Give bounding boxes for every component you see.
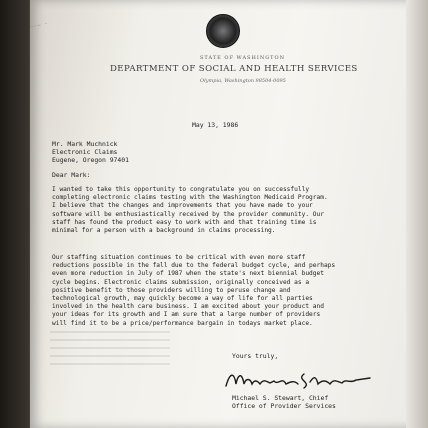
faded-text-background — [50, 325, 170, 365]
signer-title: Office of Provider Services — [232, 402, 336, 411]
body-paragraph-1: I wanted to take this opportunity to congratulate you on successfully completing electronic claims testing with the Washington Medicaid Program. I believe that the changes and improvements that you have made to your software will be enthusiastically received by the provider community. Our staff has found the product easy to work with and that training time is minimal for a person with a background in claims processing. — [52, 186, 328, 235]
salutation: Dear Mark: — [52, 171, 91, 179]
recipient-city: Eugene, Oregon 97401 — [52, 156, 129, 165]
letterhead-address: Olympia, Washington 98504-0095 — [200, 78, 286, 84]
recipient-company: Electronic Claims — [52, 148, 118, 157]
background-right — [406, 0, 428, 428]
letter-date: May 13, 1986 — [192, 121, 239, 129]
letterhead-department: DEPARTMENT OF SOCIAL AND HEALTH SERVICES — [110, 64, 358, 74]
closing: Yours truly, — [232, 352, 279, 360]
recipient-block — [52, 140, 129, 165]
body-paragraph-2: Our staffing situation continues to be critical with even more staff reductions possible in the fall due to the federal budget cycle, and perhaps even more reduction in July of 1987 when the state's next biennial budget cycle begins. Electronic claims submission, originally conceived as a positive benefit to those providers willing to peruse change and technological growth, may quickly become a way of life for all parties involved in the health care business. I am excited about your product and your ideas for its growth and I am sure that a large number of providers will find it to be a price/performance bargain in todays market place. — [52, 254, 336, 327]
background-marks: ~·~ · — [29, 20, 49, 31]
state-seal-icon — [206, 14, 240, 48]
recipient-name: Mr. Mark Muchnick — [52, 140, 118, 148]
handwritten-signature — [220, 366, 380, 392]
signer-name: Michael S. Stewart, Chief — [232, 394, 329, 402]
signer-block — [232, 394, 336, 410]
letterhead-state: STATE OF WASHINGTON — [200, 55, 285, 61]
